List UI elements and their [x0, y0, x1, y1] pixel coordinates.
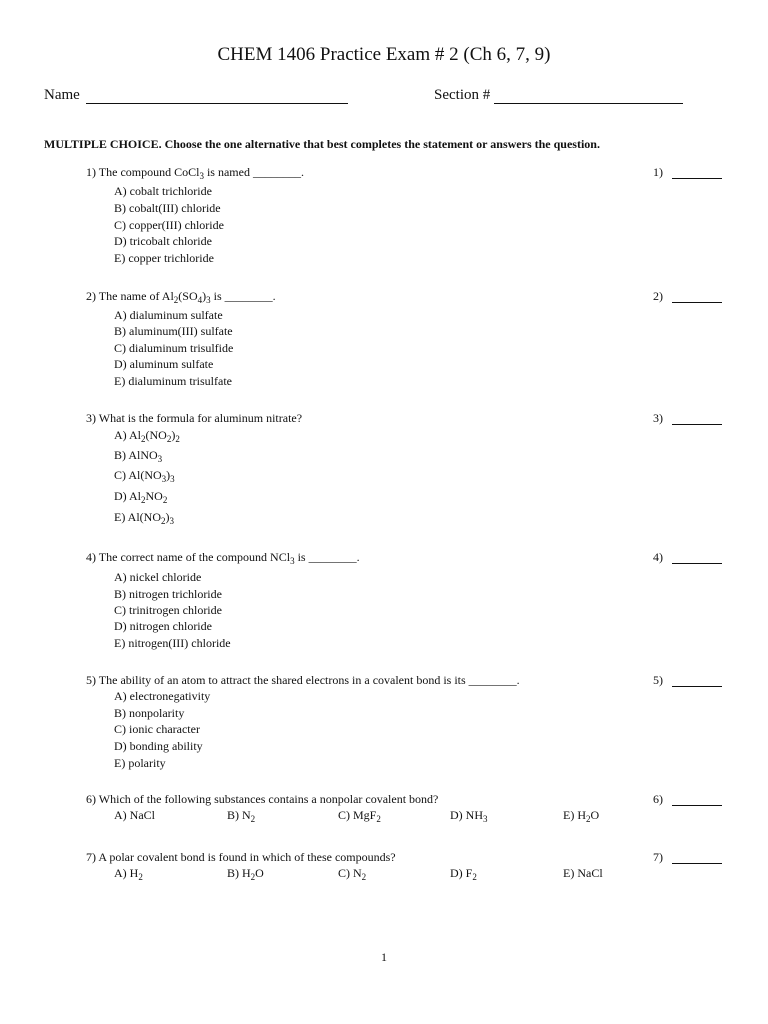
exam-title: CHEM 1406 Practice Exam # 2 (Ch 6, 7, 9): [217, 44, 551, 65]
option-4e: E) nitrogen(III) chloride: [114, 636, 231, 650]
page-number: 1: [381, 950, 387, 964]
answer-number-1: 1): [653, 165, 663, 179]
option-7b: B) $H_2O$: [227, 866, 264, 882]
option-1c: C) copper(III) chloride: [114, 218, 224, 232]
answer-blank-7[interactable]: [672, 863, 722, 864]
option-2c: C) dialuminum trisulfide: [114, 341, 234, 355]
name-field[interactable]: [86, 103, 348, 104]
option-3b: B) AlNO$_3$: [114, 448, 163, 464]
option-6a: A) NaCl: [114, 808, 155, 822]
option-4a: A) nickel chloride: [114, 570, 202, 584]
question-5: 5) The ability of an atom to attract the shared electrons in a covalent bond is its ________.: [86, 673, 520, 687]
section-field[interactable]: [494, 103, 683, 104]
name-label: Name: [44, 87, 80, 103]
answer-blank-5[interactable]: [672, 686, 722, 687]
question-7: 7) A polar covalent bond is found in which of these compounds?: [86, 850, 396, 864]
option-7c: C) $N_2$: [338, 866, 367, 882]
option-2e: E) dialuminum trisulfate: [114, 374, 232, 388]
option-4d: D) nitrogen chloride: [114, 619, 212, 633]
option-5e: E) polarity: [114, 756, 166, 770]
option-5d: D) bonding ability: [114, 739, 203, 753]
instructions: MULTIPLE CHOICE. Choose the one alternative that best completes the statement or answers the question.: [44, 137, 600, 151]
option-2d: D) aluminum sulfate: [114, 357, 214, 371]
option-6b: B) $N_2$: [227, 808, 256, 824]
section-label: Section #: [434, 87, 491, 103]
option-3a: A) $Al_2(NO_2)_2$: [114, 428, 180, 444]
question-4: 4) The correct name of the compound NCl$_3$ is ________.: [86, 550, 360, 566]
option-5a: A) electronegativity: [114, 689, 211, 703]
answer-number-7: 7): [653, 850, 663, 864]
answer-number-2: 2): [653, 289, 663, 303]
option-4b: B) nitrogen trichloride: [114, 587, 222, 601]
answer-blank-3[interactable]: [672, 424, 722, 425]
option-3c: C) $Al(NO_3)_3$: [114, 468, 175, 484]
option-2b: B) aluminum(III) sulfate: [114, 324, 233, 338]
answer-number-4: 4): [653, 550, 663, 564]
option-1a: A) cobalt trichloride: [114, 184, 212, 198]
answer-number-3: 3): [653, 411, 663, 425]
question-1: 1) The compound CoCl$_3$ is named ________.: [86, 165, 304, 181]
question-6: 6) Which of the following substances contains a nonpolar covalent bond?: [86, 792, 439, 806]
option-1e: E) copper trichloride: [114, 251, 214, 265]
answer-number-6: 6): [653, 792, 663, 806]
answer-number-5: 5): [653, 673, 663, 687]
question-2: 2) The name of $Al_2(SO_4)_3$ is ________.: [86, 289, 276, 305]
option-1d: D) tricobalt chloride: [114, 234, 212, 248]
option-7a: A) $H_2$: [114, 866, 143, 882]
option-7d: D) $F_2$: [450, 866, 477, 882]
option-5c: C) ionic character: [114, 722, 200, 736]
answer-blank-2[interactable]: [672, 302, 722, 303]
option-3d: D) $Al_2NO_2$: [114, 489, 168, 505]
option-2a: A) dialuminum sulfate: [114, 308, 223, 322]
answer-blank-1[interactable]: [672, 178, 722, 179]
question-3: 3) What is the formula for aluminum nitrate?: [86, 411, 303, 425]
option-6c: C) MgF$_2$: [338, 808, 381, 824]
option-6e: E) $H_2O$: [563, 808, 600, 824]
answer-blank-6[interactable]: [672, 805, 722, 806]
option-1b: B) cobalt(III) chloride: [114, 201, 221, 215]
option-3e: E) $Al(NO_2)_3$: [114, 510, 174, 526]
answer-blank-4[interactable]: [672, 563, 722, 564]
option-6d: D) $NH_3$: [450, 808, 488, 824]
option-5b: B) nonpolarity: [114, 706, 185, 720]
option-7e: E) NaCl: [563, 866, 603, 880]
option-4c: C) trinitrogen chloride: [114, 603, 222, 617]
